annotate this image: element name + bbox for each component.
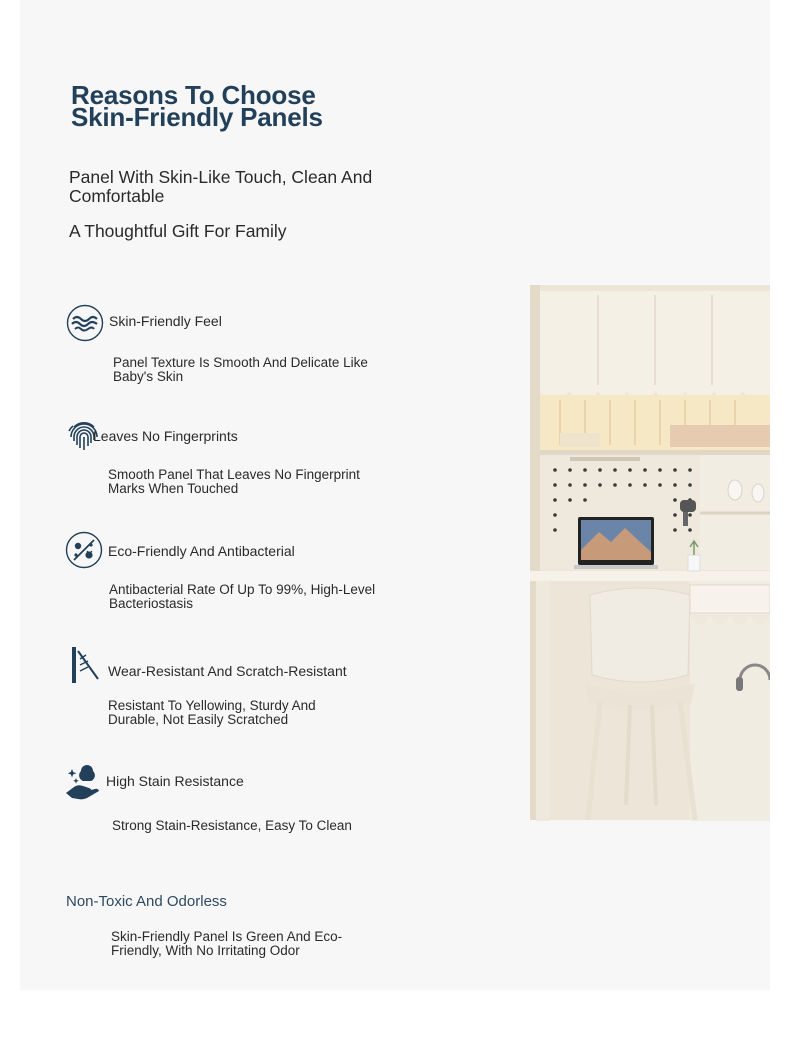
title-line-2: Skin-Friendly Panels — [71, 102, 323, 132]
skin-wave-icon — [66, 304, 104, 342]
content-card — [20, 0, 770, 990]
subtitle-touch: Panel With Skin-Like Touch, Clean And Comfortable — [69, 167, 373, 206]
page-title — [71, 80, 323, 132]
feature-desc-stain-resistance: Strong Stain-Resistance, Easy To Clean — [112, 818, 352, 833]
feature-title-skin-feel: Skin-Friendly Feel — [109, 313, 222, 329]
feature-desc-no-fingerprints: Smooth Panel That Leaves No Fingerprint Marks When Touched — [108, 467, 360, 496]
desk-furniture-image — [530, 285, 770, 825]
feature-title-scratch-resistant: Wear-Resistant And Scratch-Resistant — [108, 663, 347, 679]
antibacterial-icon — [65, 531, 103, 569]
subtitle-gift: A Thoughtful Gift For Family — [69, 221, 287, 241]
feature-title-no-fingerprints: Leaves No Fingerprints — [93, 428, 238, 444]
title-line-1: Reasons To Choose — [71, 80, 316, 110]
feature-desc-scratch-resistant: Resistant To Yellowing, Sturdy And Durable, Not Easily Scratched — [108, 698, 316, 727]
feature-title-antibacterial: Eco-Friendly And Antibacterial — [108, 543, 295, 559]
feature-title-stain-resistance: High Stain Resistance — [106, 773, 244, 789]
scratch-resistant-icon — [66, 645, 104, 683]
stain-resistant-hand-icon — [64, 765, 102, 803]
feature-desc-antibacterial: Antibacterial Rate Of Up To 99%, High-Level Bacteriostasis — [109, 582, 376, 611]
feature-desc-non-toxic: Skin-Friendly Panel Is Green And Eco-Friendly, With No Irritating Odor — [111, 929, 343, 958]
feature-desc-skin-feel: Panel Texture Is Smooth And Delicate Like Baby's Skin — [113, 355, 368, 384]
feature-title-non-toxic: Non-Toxic And Odorless — [66, 893, 227, 910]
